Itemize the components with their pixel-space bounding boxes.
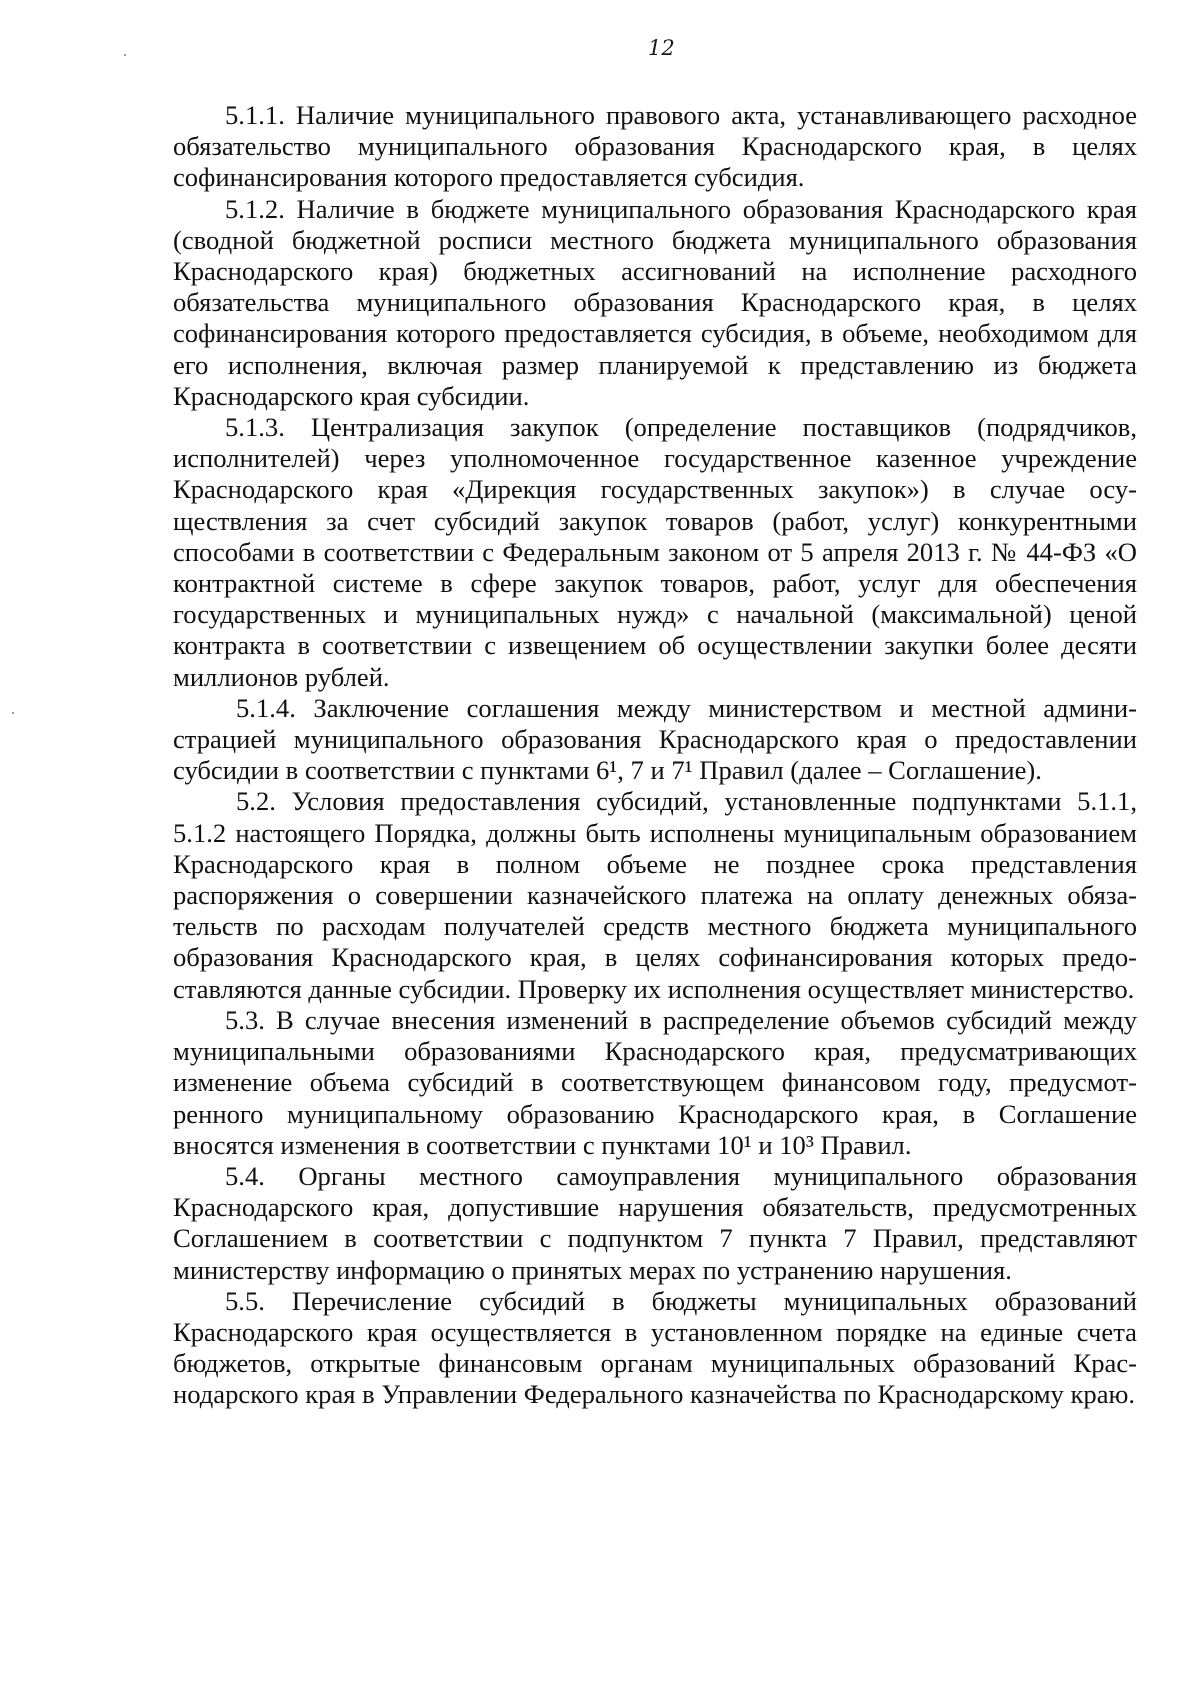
paragraph-5-2: 5.2. Условия предоставления субсидий, установленные подпунктами 5.1.1, 5.1.2 настоящего Порядка, должны быть исполнены муниципальным образованием Краснодарского края в полном объеме не позднее срока представления распоряжения о совершении казначейского платежа на оплату денежных обязательств по расходам получателей средств местного бюджета муниципального образования Краснодарского края, в целях софинансирования которых предоставляются данные субсидии. Проверку их исполнения осуществляет министерство. [173,786,1137,1004]
paragraph-5-1-4: 5.1.4. Заключение соглашения между министерством и местной администрацией муниципального образования Краснодарского края о предоставлении субсидии в соответствии с пунктами 6¹, 7 и 7¹ Правил (далее – Соглашение). [173,692,1137,786]
paragraph-5-5: 5.5. Перечисление субсидий в бюджеты муниципальных образований Краснодарского края осуществляется в установленном порядке на единые счета бюджетов, открытые финансовым органам муниципальных образований Краснодарского края в Управлении Федерального казначейства по Краснодарскому краю. [173,1285,1137,1410]
paragraph-5-3: 5.3. В случае внесения изменений в распределение объемов субсидий между муниципальными образованиями Краснодарского края, предусматривающих изменение объема субсидий в соответствующем финансовом году, предусмотренного муниципальному образованию Краснодарского края, в Соглашение вносятся изменения в соответствии с пунктами 10¹ и 10³ Правил. [173,1004,1137,1160]
body-text [173,100,1137,1411]
scan-margin-mark [12,712,14,714]
paragraph-5-4: 5.4. Органы местного самоуправления муниципального образования Краснодарского края, допустившие нарушения обязательств, предусмотренных Соглашением в соответствии с подпунктом 7 пункта 7 Правил, представляют министерству информацию о принятых мерах по устранению нарушения. [173,1160,1137,1285]
scan-margin-mark [124,54,126,56]
paragraph-5-1-3: 5.1.3. Централизация закупок (определение поставщиков (подрядчиков, исполнителей) через уполномоченное государственное казенное учреждение Краснодарского края «Дирекция государственных закупок») в случае осуществления за счет субсидий закупок товаров (работ, услуг) конкурентными способами в соответствии с Федеральным законом от 5 апреля 2013 г. № 44-ФЗ «О контрактной системе в сфере закупок товаров, работ, услуг для обеспечения государственных и муниципальных нужд» с начальной (максимальной) ценой контракта в соответствии с извещением об осуществлении закупки более десяти миллионов рублей. [173,412,1137,692]
paragraph-5-1-2: 5.1.2. Наличие в бюджете муниципального образования Краснодарского края (сводной бюджетной росписи местного бюджета муниципального образования Краснодарского края) бюджетных ассигнований на исполнение расходного обязательства муниципального образования Краснодарского края, в целях софинансирования которого предоставляется субсидия, в объеме, необходимом для его исполнения, включая размер планируемой к представлению из бюджета Краснодарского края субсидии. [173,193,1137,411]
paragraph-5-1-1: 5.1.1. Наличие муниципального правового акта, устанавливающего расходное обязательство муниципального образования Краснодарского края, в целях софинансирования которого предоставляется субсидия. [173,100,1137,193]
page-number: 12 [648,36,675,60]
